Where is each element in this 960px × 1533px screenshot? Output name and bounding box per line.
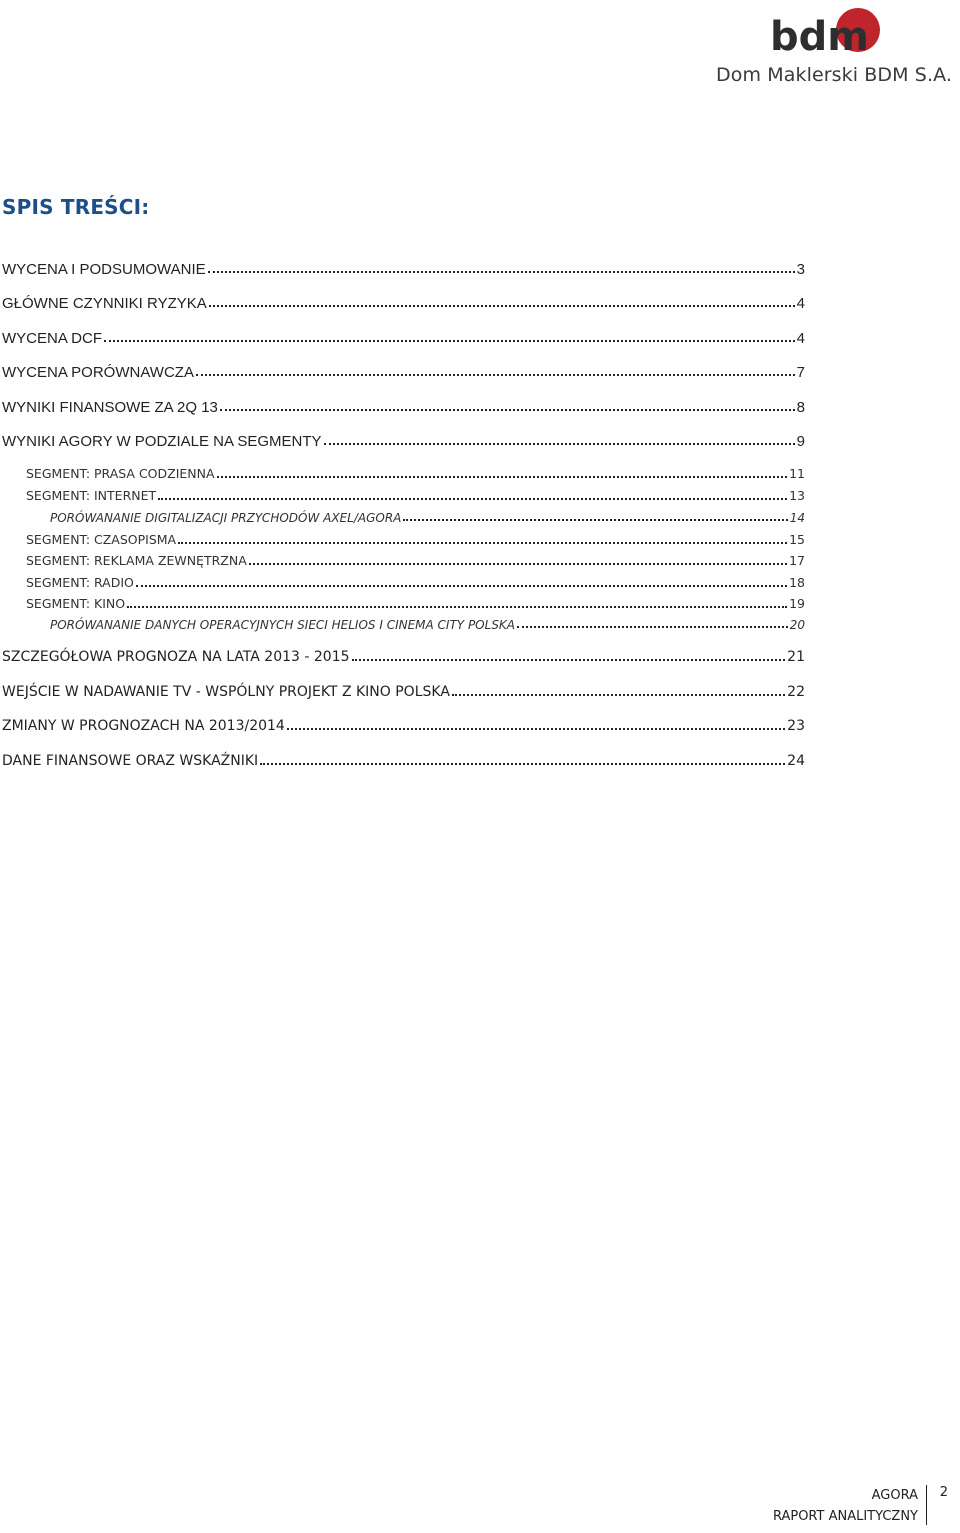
logo-company-name: Dom Maklerski BDM S.A. xyxy=(716,64,952,86)
toc-entry-page: 4 xyxy=(796,295,805,312)
toc-entry-label: WYCENA DCF xyxy=(2,330,103,347)
toc-entry-page: 17 xyxy=(789,553,805,568)
logo-mark-text: bdm xyxy=(770,14,869,58)
toc-entry[interactable] xyxy=(26,490,805,503)
toc-entry-label: WEJŚCIE W NADAWANIE TV - WSPÓLNY PROJEKT Z KINO POLSKA xyxy=(2,684,450,700)
toc-leader-dots xyxy=(178,542,787,544)
toc-entry-page: 20 xyxy=(789,618,805,632)
footer-company: AGORA xyxy=(871,1488,918,1503)
toc-leader-dots xyxy=(127,606,787,608)
toc-entry-label: WYCENA I PODSUMOWANIE xyxy=(2,261,206,278)
toc-entry-page: 4 xyxy=(796,330,805,347)
toc-entry-page: 14 xyxy=(789,511,805,525)
toc-entry[interactable] xyxy=(50,619,805,631)
toc-leader-dots xyxy=(249,563,787,565)
toc-leader-dots xyxy=(158,498,787,500)
toc-entry-page: 22 xyxy=(787,684,805,700)
toc-leader-dots xyxy=(217,476,788,478)
toc-leader-dots xyxy=(220,409,795,411)
toc-entry-label: PORÓWANANIE DIGITALIZACJI PRZYCHODÓW AXEL/AGORA xyxy=(50,511,402,525)
toc-leader-dots xyxy=(196,374,795,376)
toc-entry-page: 18 xyxy=(789,575,805,590)
toc-leader-dots xyxy=(324,443,795,445)
toc-entry-page: 15 xyxy=(789,532,805,547)
toc-entry[interactable] xyxy=(50,512,805,524)
toc-entry-page: 9 xyxy=(796,433,805,450)
toc-entry[interactable] xyxy=(2,434,805,449)
toc-leader-dots xyxy=(403,519,787,521)
toc-entry-page: 23 xyxy=(787,718,805,734)
toc-entry[interactable] xyxy=(26,534,805,547)
toc-entry-page: 13 xyxy=(789,488,805,503)
toc-leader-dots xyxy=(209,305,795,307)
toc-entry[interactable] xyxy=(2,719,805,733)
toc-entry[interactable] xyxy=(2,754,805,768)
toc-entry-label: SEGMENT: CZASOPISMA xyxy=(26,532,177,547)
toc-title: SPIS TREŚCI: xyxy=(2,195,150,219)
toc-leader-dots xyxy=(260,763,785,765)
toc-entry-label: DANE FINANSOWE ORAZ WSKAŹNIKI xyxy=(2,753,259,769)
toc-entry[interactable] xyxy=(26,598,805,611)
toc-entry-label: PORÓWANANIE DANYCH OPERACYJNYCH SIECI HELIOS I CINEMA CITY POLSKA xyxy=(50,618,516,632)
toc-entry-label: WYNIKI AGORY W PODZIALE NA SEGMENTY xyxy=(2,433,322,450)
toc-entry-label: SEGMENT: INTERNET xyxy=(26,488,157,503)
toc-entry-label: SEGMENT: REKLAMA ZEWNĘTRZNA xyxy=(26,553,247,568)
toc-leader-dots xyxy=(452,694,785,696)
toc-entry[interactable] xyxy=(2,365,805,380)
footer-page-number: 2 xyxy=(939,1485,948,1500)
toc-entry-label: SZCZEGÓŁOWA PROGNOZA NA LATA 2013 - 2015 xyxy=(2,649,350,665)
toc-entry-label: GŁÓWNE CZYNNIKI RYZYKA xyxy=(2,295,207,312)
toc-leader-dots xyxy=(136,585,787,587)
toc-entry-page: 11 xyxy=(789,466,805,481)
toc-entry-label: SEGMENT: RADIO xyxy=(26,575,134,590)
toc-leader-dots xyxy=(352,659,786,661)
toc-entry-page: 3 xyxy=(796,261,805,278)
toc-entry[interactable] xyxy=(2,685,805,699)
footer-divider xyxy=(926,1485,927,1525)
footer-labels xyxy=(773,1485,918,1527)
page-footer xyxy=(748,1485,948,1529)
toc-entry-label: WYCENA PORÓWNAWCZA xyxy=(2,364,194,381)
toc-leader-dots xyxy=(517,626,788,628)
toc-entry-label: WYNIKI FINANSOWE ZA 2Q 13 xyxy=(2,399,218,416)
toc-entry-page: 8 xyxy=(796,399,805,416)
toc-entry[interactable] xyxy=(2,650,805,664)
toc-entry[interactable] xyxy=(2,296,805,311)
bdm-logo-mark xyxy=(770,6,890,58)
toc-leader-dots xyxy=(287,728,785,730)
toc-entry-page: 19 xyxy=(789,596,805,611)
toc-entry-label: SEGMENT: KINO xyxy=(26,596,126,611)
footer-report-type: RAPORT ANALITYCZNY xyxy=(772,1509,918,1524)
toc-entry[interactable] xyxy=(2,331,805,346)
toc-entry[interactable] xyxy=(26,555,805,568)
toc-entry-page: 24 xyxy=(787,753,805,769)
bdm-logo xyxy=(692,6,952,86)
toc-entry[interactable] xyxy=(2,400,805,415)
toc-entry[interactable] xyxy=(26,468,805,481)
toc-entry-page: 21 xyxy=(787,649,805,665)
toc-leader-dots xyxy=(208,271,795,273)
toc-entry[interactable] xyxy=(26,577,805,590)
toc-leader-dots xyxy=(104,340,795,342)
toc-entry-page: 7 xyxy=(796,364,805,381)
toc-entry[interactable] xyxy=(2,262,805,277)
toc-entry-label: ZMIANY W PROGNOZACH NA 2013/2014 xyxy=(2,718,285,734)
toc-entry-label: SEGMENT: PRASA CODZIENNA xyxy=(26,466,215,481)
